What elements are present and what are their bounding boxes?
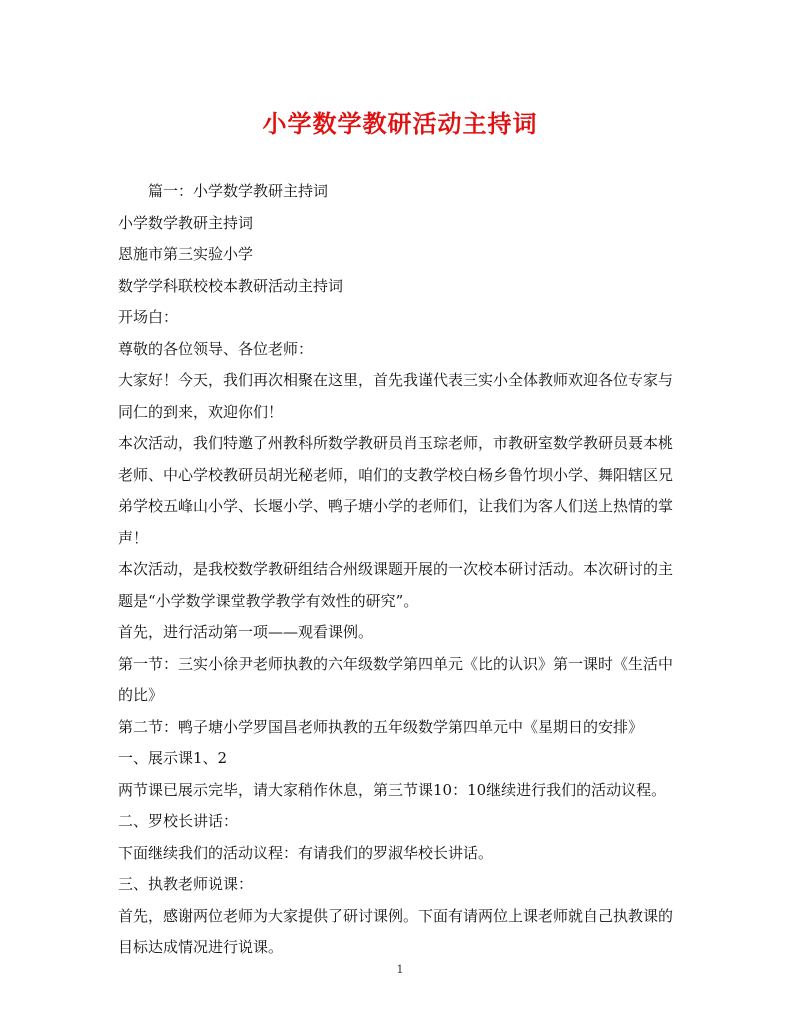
paragraph-teacher-heading: 三、执教老师说课： xyxy=(118,875,254,893)
paragraph-welcome: 大家好！今天，我们再次相聚在这里，首先我谨代表三实小全体教师欢迎各位专家与同仁的到来，欢迎你们！ xyxy=(118,371,674,421)
paragraph-opening-label: 开场白： xyxy=(118,308,179,326)
paragraph-greeting: 尊敬的各位领导、各位老师： xyxy=(118,339,314,358)
paragraph-demo-lessons: 一、展示课1、2 xyxy=(118,749,228,767)
paragraph-subtitle: 小学数学教研主持词 xyxy=(118,213,254,232)
paragraph-first-item: 首先，进行活动第一项——观看课例。 xyxy=(118,623,374,641)
document-body xyxy=(118,176,686,964)
paragraph-section-heading: 篇一：小学数学教研主持词 xyxy=(148,182,329,200)
paragraph-activity-theme: 本次活动，是我校数学教研组结合州级课题开展的一次校本研讨活动。本次研讨的主题是“小学数学课堂教学教学有效性的研究”。 xyxy=(118,560,674,610)
paragraph-break-notice: 两节课已展示完毕，请大家稍作休息，第三节课10：10继续进行我们的活动议程。 xyxy=(118,780,667,799)
paragraph-principal-speech: 下面继续我们的活动议程：有请我们的罗淑华校长讲话。 xyxy=(118,843,494,862)
paragraph-principal-heading: 二、罗校长讲话： xyxy=(118,812,239,830)
paragraph-lesson-two: 第二节：鸭子塘小学罗国昌老师执教的五年级数学第四单元中《星期日的安排》 xyxy=(118,717,644,736)
paragraph-school-name: 恩施市第三实验小学 xyxy=(118,245,254,263)
paragraph-teacher-intro: 首先，感谢两位老师为大家提供了研讨课例。下面有请两位上课老师就自己执教课的目标达成情况进行说课。 xyxy=(118,906,674,956)
paragraph-guests: 本次活动，我们特邀了州教科所数学教研员肖玉琮老师，市教研室数学教研员聂本桃老师、中心学校教研员胡光秘老师，咱们的支教学校白杨乡鲁竹坝小学、舞阳辖区兄弟学校五峰山小学、长堰小学、鸭子塘小学的老师们，让我们为客人们送上热情的掌声！ xyxy=(118,434,674,547)
document-title: 小学数学教研活动主持词 xyxy=(262,109,538,138)
paragraph-lesson-one: 第一节：三实小徐尹老师执教的六年级数学第四单元《比的认识》第一课时《生活中的比》 xyxy=(118,654,674,704)
paragraph-event-name: 数学学科联校校本教研活动主持词 xyxy=(118,276,344,295)
page-number: 1 xyxy=(396,963,404,976)
